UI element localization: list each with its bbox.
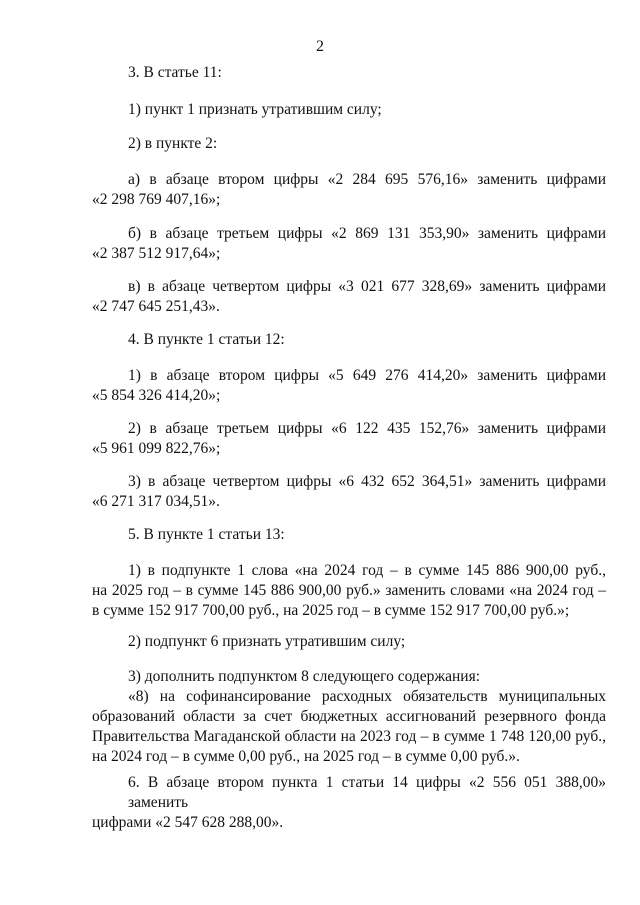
text-line: 2) подпункт 6 признать утратившим силу; (128, 633, 406, 650)
article-12-item-1 (92, 366, 606, 406)
text-line: 1) в абзаце втором цифры «5 649 276 414,20» заменить цифрами (128, 367, 606, 384)
text-line: на 2025 год – в сумме 145 886 900,00 руб.» заменить словами «на 2024 год – (92, 582, 606, 599)
article-11-heading (92, 63, 606, 83)
text-line: 1) пункт 1 признать утратившим силу; (128, 101, 382, 118)
article-12-item-2 (92, 419, 606, 459)
text-line: 6. В абзаце втором пункта 1 статьи 14 цифры «2 556 051 388,00» заменить (128, 774, 606, 811)
article-11-item-2v (92, 277, 606, 317)
text-line: образований области за счет бюджетных ассигнований резервного фонда (92, 708, 606, 725)
article-12-heading (92, 330, 606, 350)
text-line: в) в абзаце четвертом цифры «3 021 677 328,69» заменить цифрами (128, 278, 606, 295)
text-line: 1) в подпункте 1 слова «на 2024 год – в сумме 145 886 900,00 руб., (128, 562, 606, 579)
text-line: 2) в абзаце третьем цифры «6 122 435 152,76» заменить цифрами (128, 420, 606, 437)
article-11-item-2a (92, 170, 606, 210)
article-11-item-1 (92, 100, 606, 120)
text-line: «2 747 645 251,43». (92, 298, 220, 315)
text-line: в сумме 152 917 700,00 руб., на 2025 год – в сумме 152 917 700,00 руб.»; (92, 602, 570, 619)
page-number: 2 (316, 38, 324, 55)
text-line: 3) дополнить подпунктом 8 следующего содержания: (128, 668, 481, 685)
article-13-item-2 (92, 632, 606, 652)
article-11-item-2b (92, 224, 606, 264)
article-13-heading (92, 525, 606, 545)
text-line: 4. В пункте 1 статьи 12: (128, 331, 285, 348)
text-line: «2 387 512 917,64»; (92, 245, 221, 262)
text-line: 3) в абзаце четвертом цифры «6 432 652 364,51» заменить цифрами (128, 473, 606, 490)
text-line: «6 271 317 034,51». (92, 493, 220, 510)
article-13-item-1 (92, 561, 606, 621)
text-line: цифрами «2 547 628 288,00». (92, 814, 284, 831)
article-14-heading (92, 773, 606, 833)
text-line: 3. В статье 11: (128, 64, 222, 81)
text-line: «5 961 099 822,76»; (92, 440, 221, 457)
text-line: «8) на софинансирование расходных обязательств муниципальных (128, 688, 606, 705)
text-line: «5 854 326 414,20»; (92, 387, 221, 404)
text-line: 2) в пункте 2: (128, 135, 218, 152)
article-11-item-2 (92, 134, 606, 154)
text-line: 5. В пункте 1 статьи 13: (128, 526, 285, 543)
article-12-item-3 (92, 472, 606, 512)
text-line: на 2024 год – в сумме 0,00 руб., на 2025 год – в сумме 0,00 руб.». (92, 748, 520, 765)
text-line: «2 298 769 407,16»; (92, 191, 221, 208)
article-13-item-3 (92, 667, 606, 767)
text-line: Правительства Магаданской области на 2023 год – в сумме 1 748 120,00 руб., (92, 728, 606, 745)
text-line: а) в абзаце втором цифры «2 284 695 576,16» заменить цифрами (128, 171, 606, 188)
text-line: б) в абзаце третьем цифры «2 869 131 353,90» заменить цифрами (128, 225, 606, 242)
